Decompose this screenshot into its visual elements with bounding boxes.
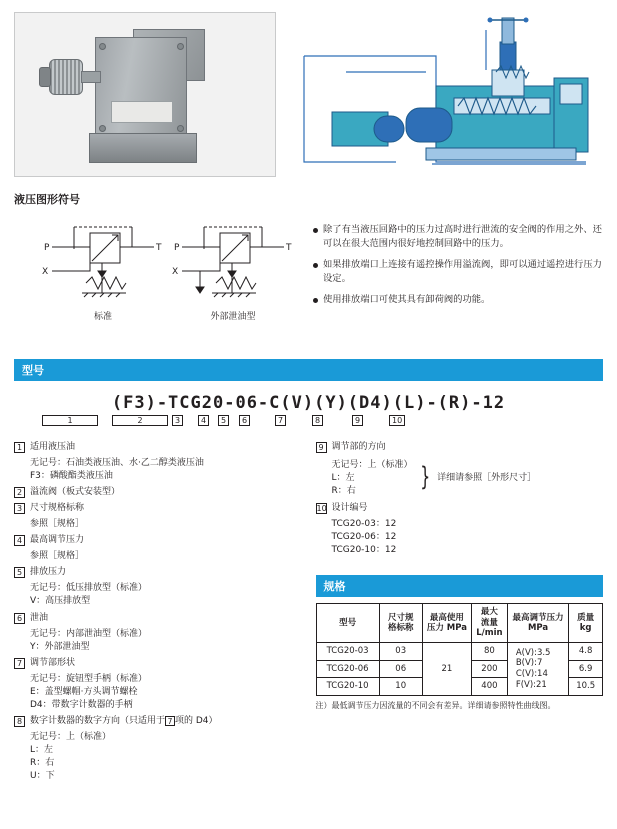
- code-num-10: 10: [389, 415, 405, 426]
- legend-no: 5: [14, 567, 25, 578]
- legend-sub: 无记号：上（标准）: [30, 731, 112, 742]
- legend-item-8: [14, 715, 302, 728]
- legend-sub: Y：外部泄油型: [30, 641, 90, 652]
- cell-size: 10: [379, 678, 422, 696]
- model-code: (F3)-TCG20-06-C(V)(Y)(D4)(L)-(R)-12: [111, 393, 506, 413]
- cell-adj-pressure: [507, 643, 569, 696]
- table-header-row: [316, 604, 603, 643]
- cell-size: 03: [379, 643, 422, 661]
- top-image-row: [14, 0, 603, 177]
- cell-max-pressure: 21: [422, 643, 471, 696]
- legend-sub: 无记号：内部泄油型（标准）: [30, 628, 148, 639]
- code-num-8: 8: [312, 415, 323, 426]
- legend-sub: 参照［规格］: [30, 551, 85, 562]
- legend-title: 调节部的方向: [331, 442, 386, 452]
- legend-item-9: [316, 441, 604, 454]
- legend-sub: 无记号：旋钮型手柄（标准）: [30, 673, 148, 684]
- cell-model: TCG20-03: [316, 643, 379, 661]
- legend-brace-note: 详细请参照［外形尺寸］: [437, 473, 537, 484]
- legend-sub: R：右: [331, 486, 356, 497]
- cross-section-diagram: [286, 12, 603, 177]
- model-code-numbers: [14, 415, 603, 431]
- spec-table-note: 注）最低调节压力因流量的不同会有差异。详细请参照特性曲线图。: [315, 700, 556, 710]
- legend-title: 最高调节压力: [30, 535, 85, 546]
- cell-size: 06: [379, 660, 422, 678]
- legend-area: [14, 441, 603, 783]
- legend-sub: L：左: [331, 473, 355, 484]
- legend-item-10: [316, 502, 604, 515]
- legend-title-pre: 数字计数器的数字方向（只适用于: [30, 715, 166, 726]
- cell-mass: 6.9: [569, 660, 603, 678]
- legend-sub: D4：带数字计数器的手柄: [30, 699, 133, 710]
- legend-no: 2: [14, 487, 25, 498]
- legend-no: 10: [316, 504, 327, 514]
- port-label-x: X: [42, 267, 49, 277]
- legend-sub: TCG20-06：12: [331, 532, 397, 543]
- legend-title: 溢流阀（板式安装型）: [30, 487, 121, 498]
- legend-sub: 无记号：上（标准）: [331, 460, 413, 471]
- cell-max-flow: 200: [472, 660, 508, 678]
- symbol-section-title: 液压图形符号: [14, 193, 80, 206]
- legend-sub: TCG20-03：12: [331, 519, 397, 530]
- legend-title: 泄油: [30, 612, 49, 623]
- valve-illustration: [37, 29, 257, 169]
- legend-ref-box: 7: [165, 716, 175, 726]
- bullet-item: 使用排放端口可使其具有卸荷阀的功能。: [312, 293, 603, 307]
- legend-no: 9: [316, 442, 327, 453]
- legend-item-3: [14, 502, 302, 515]
- port-label-t: T: [156, 243, 162, 253]
- brace-glyph: }: [419, 461, 430, 492]
- legend-item-6: [14, 612, 302, 625]
- legend-sub: V：高压排放型: [30, 596, 91, 607]
- code-num-9: 9: [352, 415, 363, 426]
- cell-max-flow: 80: [472, 643, 508, 661]
- th-adjp-l1: 最高调节压力: [512, 612, 564, 623]
- th-flow-l2: 流量: [480, 617, 498, 628]
- adjp-line-3: C(V):14: [515, 669, 548, 680]
- legend-title: 尺寸规格标称: [30, 503, 85, 514]
- legend-item-4: [14, 534, 302, 547]
- bullet-item: 除了有当液压回路中的压力过高时进行泄流的安全阀的作用之外、还可以在很大范围内很好地控制回路中的压力。: [312, 223, 603, 251]
- adjp-line-4: F(V):21: [515, 679, 547, 690]
- symbol-caption-standard: 标准: [93, 312, 112, 322]
- th-flow-l3: L/min: [476, 628, 503, 639]
- th-max-flow: [472, 604, 508, 643]
- code-num-6: 6: [239, 415, 250, 426]
- port-label-p: P: [44, 243, 50, 253]
- th-maxp-l2: 压力 MPa: [426, 623, 467, 634]
- th-mass-l1: 质量: [577, 612, 595, 623]
- th-size-l2: 格标称: [387, 623, 414, 634]
- code-num-5: 5: [218, 415, 229, 426]
- symbol-caption-external-drain: 外部泄油型: [210, 312, 256, 322]
- legend-title: [30, 715, 302, 728]
- legend-sub: TCG20-10：12: [331, 545, 397, 556]
- legend-title: 调节部形状: [30, 657, 76, 668]
- legend-no: 7: [14, 658, 25, 669]
- th-mass-l2: kg: [579, 623, 592, 634]
- model-section-header: 型号: [14, 359, 603, 381]
- bullet-item: 如果排放端口上连接有遥控操作用溢流阀，即可以通过遥控进行压力设定。: [312, 258, 603, 286]
- port-label-p2: P: [174, 243, 180, 253]
- legend-no: 4: [14, 535, 25, 546]
- adjp-line-1: A(V):3.5: [515, 647, 551, 658]
- legend-sub: F3：磷酸酯类液压油: [30, 471, 113, 482]
- adjp-line-2: B(V):7: [515, 658, 543, 669]
- legend-sub: L：左: [30, 744, 54, 755]
- th-size: [379, 604, 422, 643]
- legend-item-2: [14, 486, 302, 499]
- cross-section-svg: [286, 12, 603, 177]
- th-mass: [569, 604, 603, 643]
- legend-no: 3: [14, 503, 25, 514]
- table-row: [316, 643, 603, 661]
- code-num-7: 7: [275, 415, 286, 426]
- th-size-l1: 尺寸规: [387, 612, 414, 623]
- legend-no: 6: [14, 613, 25, 624]
- legend-item-1: [14, 441, 302, 454]
- th-maxp-l1: 最高使用: [429, 612, 464, 623]
- legend-sub: 无记号：低压排放型（标准）: [30, 583, 148, 594]
- legend-item-7: [14, 657, 302, 670]
- legend-sub: 无记号：石油类液压油、水·乙二醇类液压油: [30, 458, 204, 469]
- cell-model: TCG20-06: [316, 660, 379, 678]
- code-num-1: 1: [42, 415, 98, 426]
- legend-sub: R：右: [30, 757, 55, 768]
- th-max-pressure: [422, 604, 471, 643]
- legend-column-left: [14, 441, 302, 783]
- cell-mass: 4.8: [569, 643, 603, 661]
- legend-no: 1: [14, 442, 25, 453]
- legend-column-right: [316, 441, 604, 783]
- th-model: 型号: [316, 604, 379, 643]
- legend-title-post: 项的 D4）: [175, 715, 218, 726]
- code-num-2: 2: [112, 415, 168, 426]
- legend-title: 排放压力: [30, 567, 67, 578]
- legend-sub: 参照［规格］: [30, 519, 85, 530]
- th-flow-l1: 最大: [480, 607, 498, 618]
- cell-max-flow: 400: [472, 678, 508, 696]
- port-label-t2: T: [286, 243, 292, 253]
- spec-table: [316, 603, 604, 696]
- legend-sub: U：下: [30, 771, 55, 782]
- product-photo: [14, 12, 276, 177]
- code-num-4: 4: [198, 415, 209, 426]
- legend-sub: E：盖型螺帽·方头调节螺栓: [30, 686, 138, 697]
- code-num-3: 3: [172, 415, 183, 426]
- symbol-drawings: [14, 213, 304, 333]
- feature-bullets: [304, 213, 603, 333]
- legend-title: 设计编号: [331, 503, 368, 514]
- th-adjp-l2: MPa: [527, 623, 549, 634]
- cell-model: TCG20-10: [316, 678, 379, 696]
- th-adj-pressure: [507, 604, 569, 643]
- port-label-x2: X: [172, 267, 179, 277]
- symbol-area: [14, 213, 603, 333]
- legend-item-5: [14, 566, 302, 579]
- legend-no: 8: [14, 716, 25, 727]
- spec-section-header: 规格: [316, 575, 604, 597]
- legend-title: 适用液压油: [30, 442, 76, 452]
- cell-mass: 10.5: [569, 678, 603, 696]
